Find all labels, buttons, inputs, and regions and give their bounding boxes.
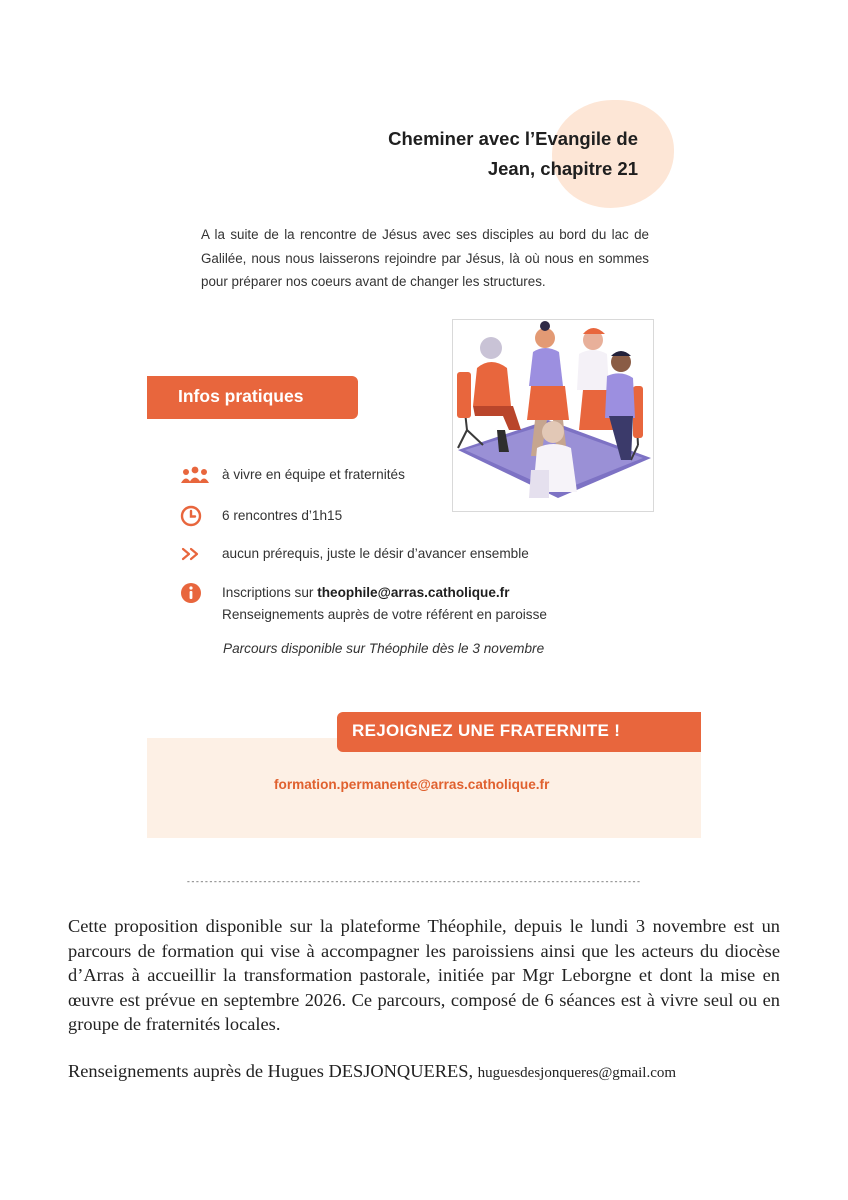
infos-pratiques-banner [147, 376, 358, 419]
people-circle-icon [453, 320, 653, 511]
contact-email-link[interactable]: huguesdesjonqueres@gmail.com [477, 1065, 677, 1081]
cta-email-link[interactable]: formation.permanente@arras.catholique.fr [274, 777, 550, 792]
info-meetings-text: 6 rencontres d’1h15 [222, 508, 343, 523]
group-icon [180, 464, 210, 486]
info-row-inscriptions [180, 582, 547, 626]
info-row-meetings [180, 505, 342, 527]
info-team-text: à vivre en équipe et fraternités [222, 467, 405, 482]
info-row-team [180, 464, 405, 486]
contact-line [68, 1061, 676, 1082]
clock-icon [180, 505, 210, 527]
intro-paragraph: A la suite de la rencontre de Jésus avec ses disciples au bord du lac de Galilée, nous nous laisserons rejoindre par Jésus, là où nous en sommes pour préparer nos coeurs avant de changer les structures. [201, 227, 649, 289]
inscriptions-email-link[interactable]: theophile@arras.catholique.fr [317, 585, 510, 600]
contact-prefix: Renseignements auprès de Hugues DESJONQUERES, [68, 1061, 474, 1081]
page-title [300, 124, 638, 184]
inscriptions-prefix: Inscriptions sur [222, 585, 318, 600]
info-prerequisites-text: aucun prérequis, juste le désir d’avancer ensemble [222, 546, 529, 561]
infos-heading: Infos pratiques [178, 386, 304, 406]
info-inscriptions-text [222, 582, 547, 626]
double-chevron-icon [180, 543, 210, 565]
renseignements-text: Renseignements auprès de votre référent en paroisse [222, 607, 547, 622]
cta-banner [337, 712, 701, 752]
title-line-2: Jean, chapitre 21 [487, 158, 638, 179]
group-discussion-illustration [452, 319, 654, 512]
info-icon [180, 582, 210, 604]
cta-label: REJOIGNEZ UNE FRATERNITE ! [352, 721, 621, 740]
title-line-1: Cheminer avec l’Evangile de [388, 128, 638, 149]
availability-note: Parcours disponible sur Théophile dès le 3 novembre [223, 641, 545, 656]
separator-line: ----------------------------------------------------------------------------------------------------- [186, 878, 641, 887]
body-paragraph: Cette proposition disponible sur la plateforme Théophile, depuis le lundi 3 novembre est un parcours de formation qui vise à accompagner les paroissiens ainsi que les acteurs du diocèse d’Arras à accueillir la transformation pastorale, initiée par Mgr Leborgne et dont la mise en œuvre est prévue en septembre 2026. Ce parcours, composé de 6 séances est à vivre seul ou en groupe de fraternités locales. [68, 916, 780, 1034]
info-row-prerequisites [180, 543, 529, 565]
